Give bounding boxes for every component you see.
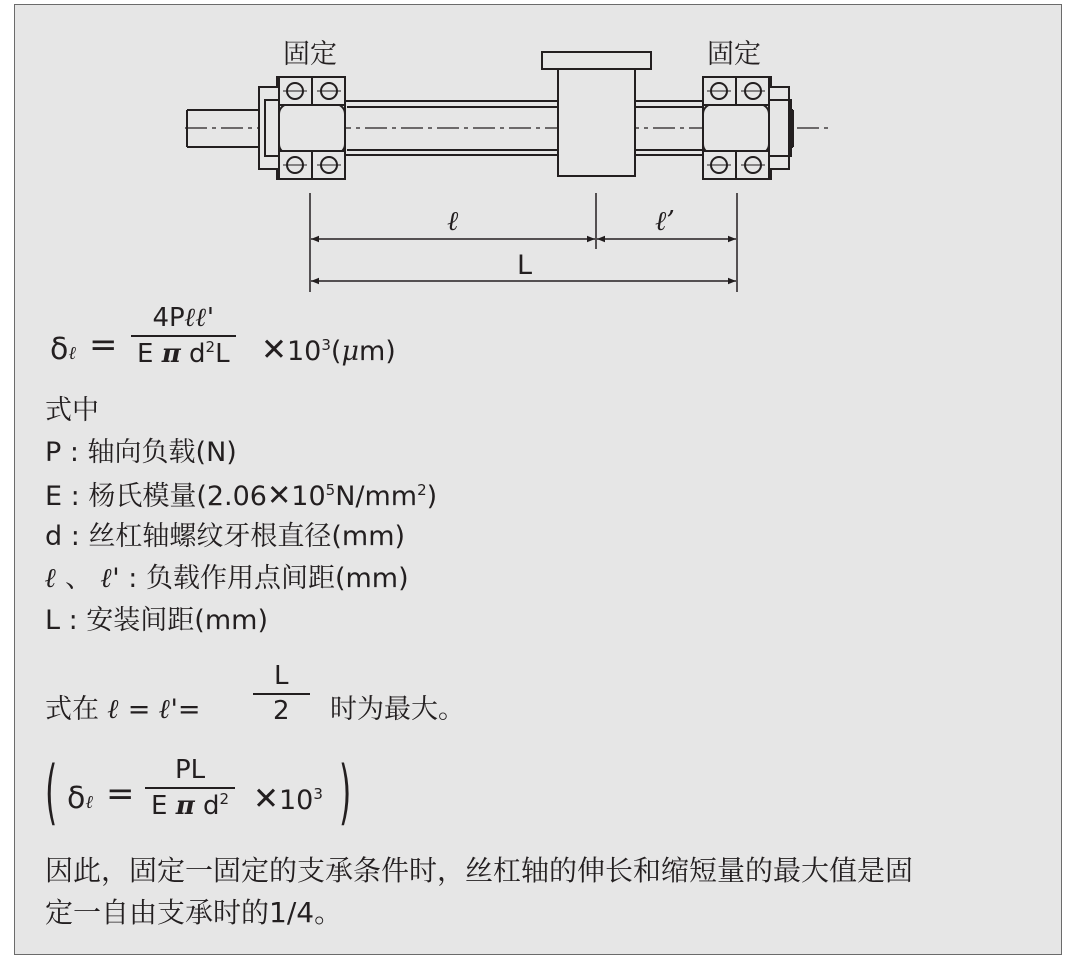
delta-subscript: ℓ bbox=[68, 343, 76, 364]
definition-e-exponent2: 2 bbox=[417, 481, 427, 499]
denominator-pi: π bbox=[161, 339, 181, 370]
unit-rest: m) bbox=[359, 336, 396, 367]
conclusion-line-1: 因此，固定一固定的支承条件时，丝杠轴的伸长和缩短量的最大值是固 bbox=[45, 854, 914, 887]
condition-fraction-denominator: 2 bbox=[273, 696, 290, 727]
formula2-den-d: d bbox=[203, 791, 220, 822]
delta-symbol: δ bbox=[50, 332, 69, 367]
condition-eq1: = bbox=[119, 694, 159, 725]
ten-exponent: 3 bbox=[321, 336, 331, 354]
definition-e-ten: 10 bbox=[291, 481, 326, 512]
dim-label-l-prime: ℓ’ bbox=[655, 206, 675, 237]
condition-fraction-numerator: L bbox=[274, 661, 289, 691]
ball-screw-support-diagram bbox=[15, 5, 1062, 305]
right-fixed-bearing bbox=[703, 77, 791, 179]
numerator-4p: 4P bbox=[152, 303, 185, 333]
left-fixed-bearing bbox=[259, 77, 345, 179]
condition-fraction bbox=[253, 663, 310, 726]
fraction-bar bbox=[131, 335, 236, 337]
condition-suffix: 时为最大。 bbox=[330, 694, 465, 725]
definition-l-prime-symbol: ℓ bbox=[100, 563, 113, 594]
formula1-fraction bbox=[131, 305, 236, 369]
label-fixed-left: 固定 bbox=[283, 39, 337, 70]
condition-eq2: '= bbox=[170, 694, 201, 725]
definition-l bbox=[45, 565, 409, 592]
label-fixed-right: 固定 bbox=[707, 39, 761, 70]
conclusion-line-2: 定一自由支承时的1/4。 bbox=[45, 896, 343, 929]
definition-l-symbol: ℓ bbox=[45, 563, 57, 594]
formula2-close-paren: ) bbox=[339, 751, 352, 833]
formula2-den-e: E bbox=[151, 791, 168, 822]
condition-fraction-bar bbox=[253, 693, 310, 695]
denominator-e: E bbox=[137, 339, 154, 370]
formula2-den-pi: π bbox=[175, 791, 195, 822]
definition-e-exponent: 5 bbox=[325, 481, 336, 499]
diagram-panel bbox=[14, 4, 1062, 955]
definition-l-separator: 、 bbox=[56, 563, 101, 594]
formula2-times: ✕ bbox=[253, 781, 279, 817]
formula2-equals: = bbox=[106, 774, 135, 814]
definition-l-rest: ' : 负载作用点间距(mm) bbox=[112, 563, 409, 594]
unit-open: ( bbox=[330, 336, 342, 367]
definition-e-times: ✕ bbox=[266, 478, 292, 512]
definition-p: P : 轴向负载(N) bbox=[45, 437, 237, 468]
ten: 10 bbox=[286, 336, 322, 367]
condition-l-prime: ℓ bbox=[158, 694, 171, 725]
formula2-fraction-bar bbox=[145, 787, 235, 789]
times-sign: ✕ bbox=[261, 332, 287, 368]
definition-d: d : 丝杠轴螺纹牙根直径(mm) bbox=[45, 521, 406, 552]
definition-capital-l: L : 安装间距(mm) bbox=[45, 605, 268, 636]
formula2-numerator: PL bbox=[174, 755, 206, 785]
formula2-open-paren: ( bbox=[45, 751, 58, 833]
definitions-heading: 式中 bbox=[45, 395, 99, 426]
formula2-den-exponent: 2 bbox=[219, 790, 230, 809]
definition-e-close: ) bbox=[426, 481, 438, 512]
denominator-l: L bbox=[215, 339, 230, 370]
dim-label-L: L bbox=[517, 250, 533, 281]
formula2-delta: δ bbox=[67, 781, 86, 816]
formula2-ten-exponent: 3 bbox=[313, 785, 323, 803]
numerator-l-symbols: ℓℓ bbox=[184, 303, 207, 333]
definition-e bbox=[45, 478, 438, 512]
definition-e-prefix: E : 杨氏模量(2.06 bbox=[45, 481, 267, 512]
definition-e-suffix: N/mm bbox=[335, 481, 418, 512]
ball-nut bbox=[542, 52, 651, 176]
condition-l: ℓ bbox=[107, 694, 120, 725]
formula2-delta-subscript: ℓ bbox=[85, 792, 93, 813]
dim-label-l: ℓ bbox=[447, 206, 459, 237]
condition-prefix: 式在 bbox=[45, 694, 108, 725]
unit-mu: μ bbox=[341, 336, 359, 367]
formula2-ten: 10 bbox=[278, 785, 314, 816]
formula2-fraction bbox=[145, 757, 235, 821]
numerator-prime: ' bbox=[206, 303, 215, 333]
denominator-d: d bbox=[189, 339, 206, 370]
denominator-d-exponent: 2 bbox=[205, 338, 216, 357]
equals-sign: = bbox=[89, 325, 118, 365]
